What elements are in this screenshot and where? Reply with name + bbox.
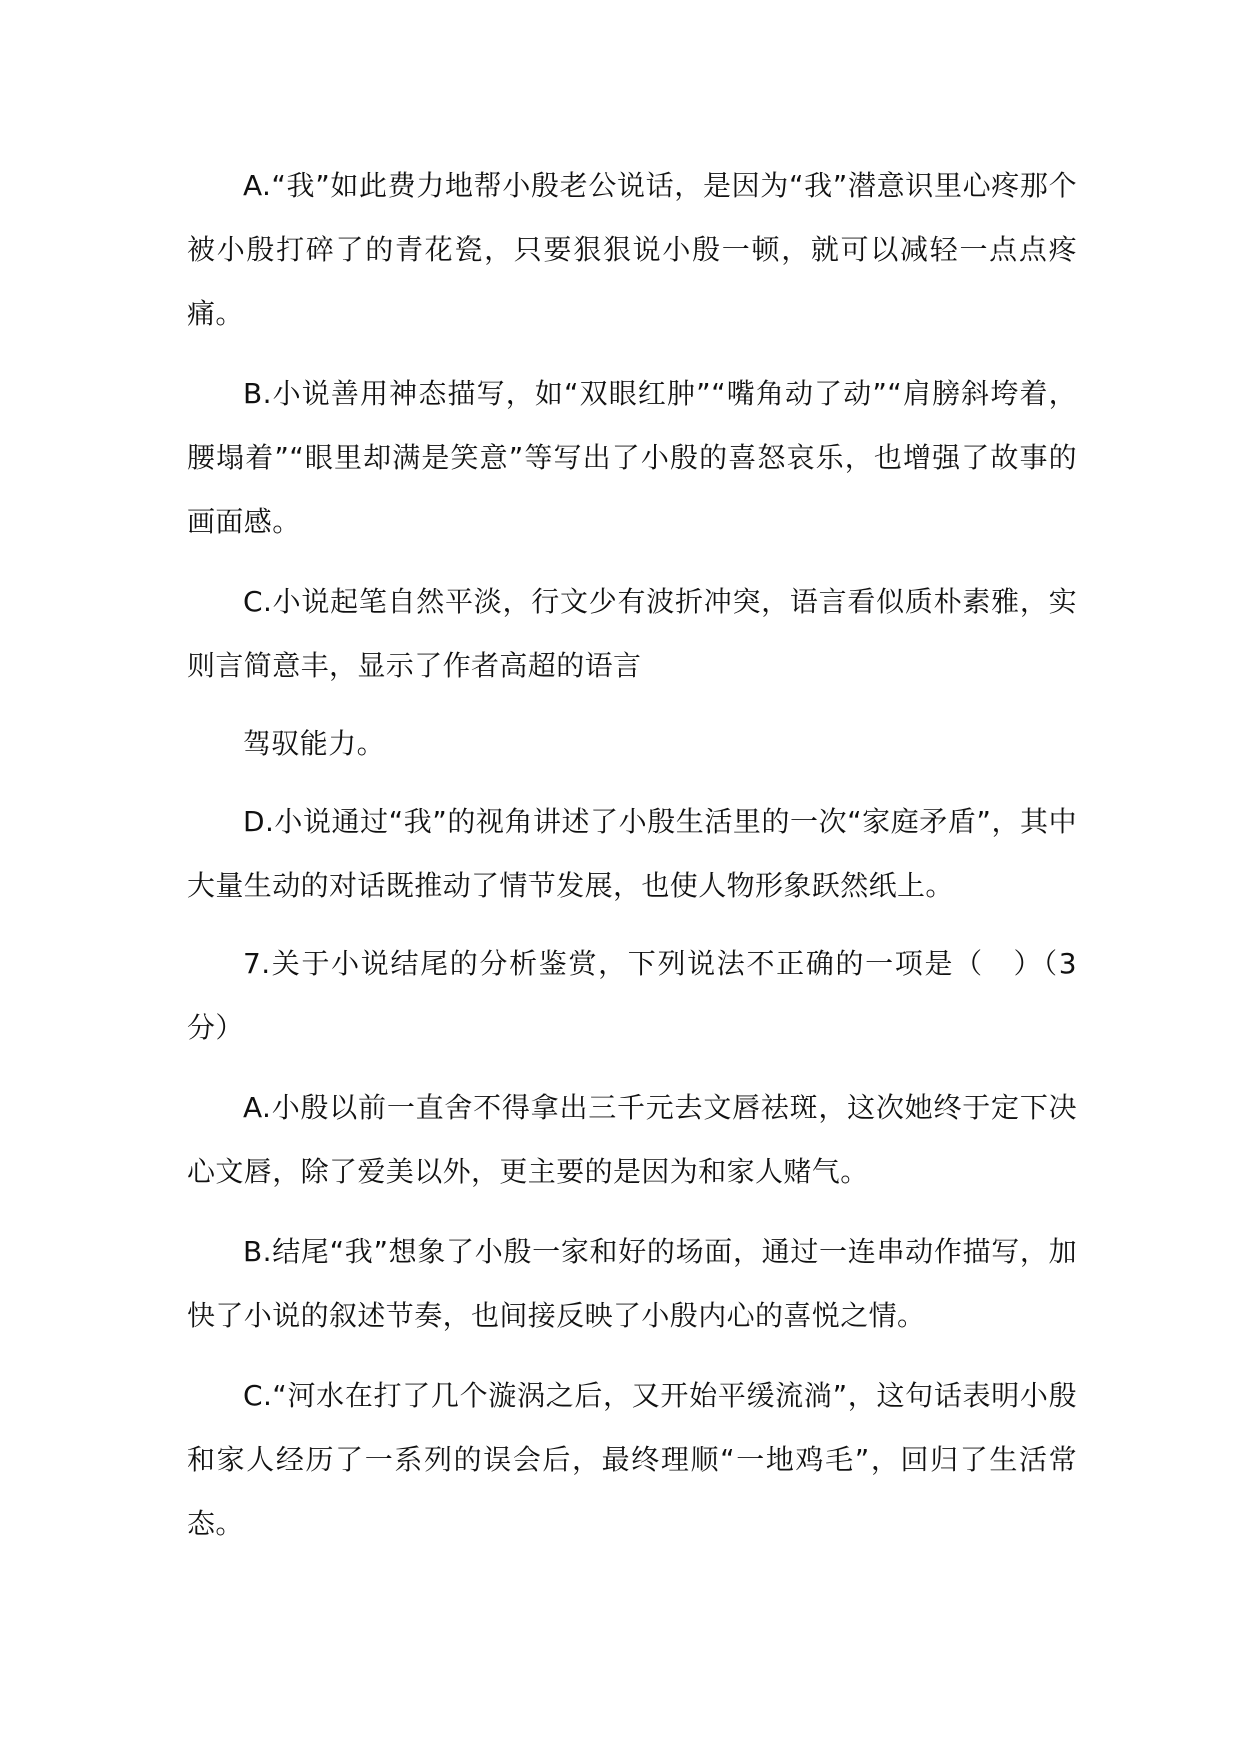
option-6c-continuation: 驾驭能力。 [243,727,386,760]
question-7-stem: 7.关于小说结尾的分析鉴赏，下列说法不正确的一项是（ ）（3分） [187,947,1077,1044]
option-6d-paragraph: D.小说通过“我”的视角讲述了小殷生活里的一次“家庭矛盾”，其中大量生动的对话既推动了情节发展，也使人物形象跃然纸上。 [187,805,1077,902]
document-body [187,154,1077,1556]
option-7c-paragraph: C.“河水在打了几个漩涡之后，又开始平缓流淌”，这句话表明小殷和家人经历了一系列的误会后，最终理顺“一地鸡毛”，回归了生活常态。 [187,1379,1077,1540]
option-7b-paragraph: B.结尾“我”想象了小殷一家和好的场面，通过一连串动作描写，加快了小说的叙述节奏，也间接反映了小殷内心的喜悦之情。 [187,1235,1077,1332]
option-7a-paragraph: A.小殷以前一直舍不得拿出三千元去文唇祛斑，这次她终于定下决心文唇，除了爱美以外，更主要的是因为和家人赌气。 [187,1091,1077,1188]
option-6a-paragraph: A.“我”如此费力地帮小殷老公说话，是因为“我”潜意识里心疼那个被小殷打碎了的青花瓷，只要狠狠说小殷一顿，就可以减轻一点点疼痛。 [187,169,1077,330]
option-6b-paragraph: B.小说善用神态描写，如“双眼红肿”“嘴角动了动”“肩膀斜垮着，腰塌着”“眼里却满是笑意”等写出了小殷的喜怒哀乐，也增强了故事的画面感。 [187,377,1077,538]
option-6c-paragraph: C.小说起笔自然平淡，行文少有波折冲突，语言看似质朴素雅，实则言简意丰，显示了作者高超的语言 [187,585,1077,682]
